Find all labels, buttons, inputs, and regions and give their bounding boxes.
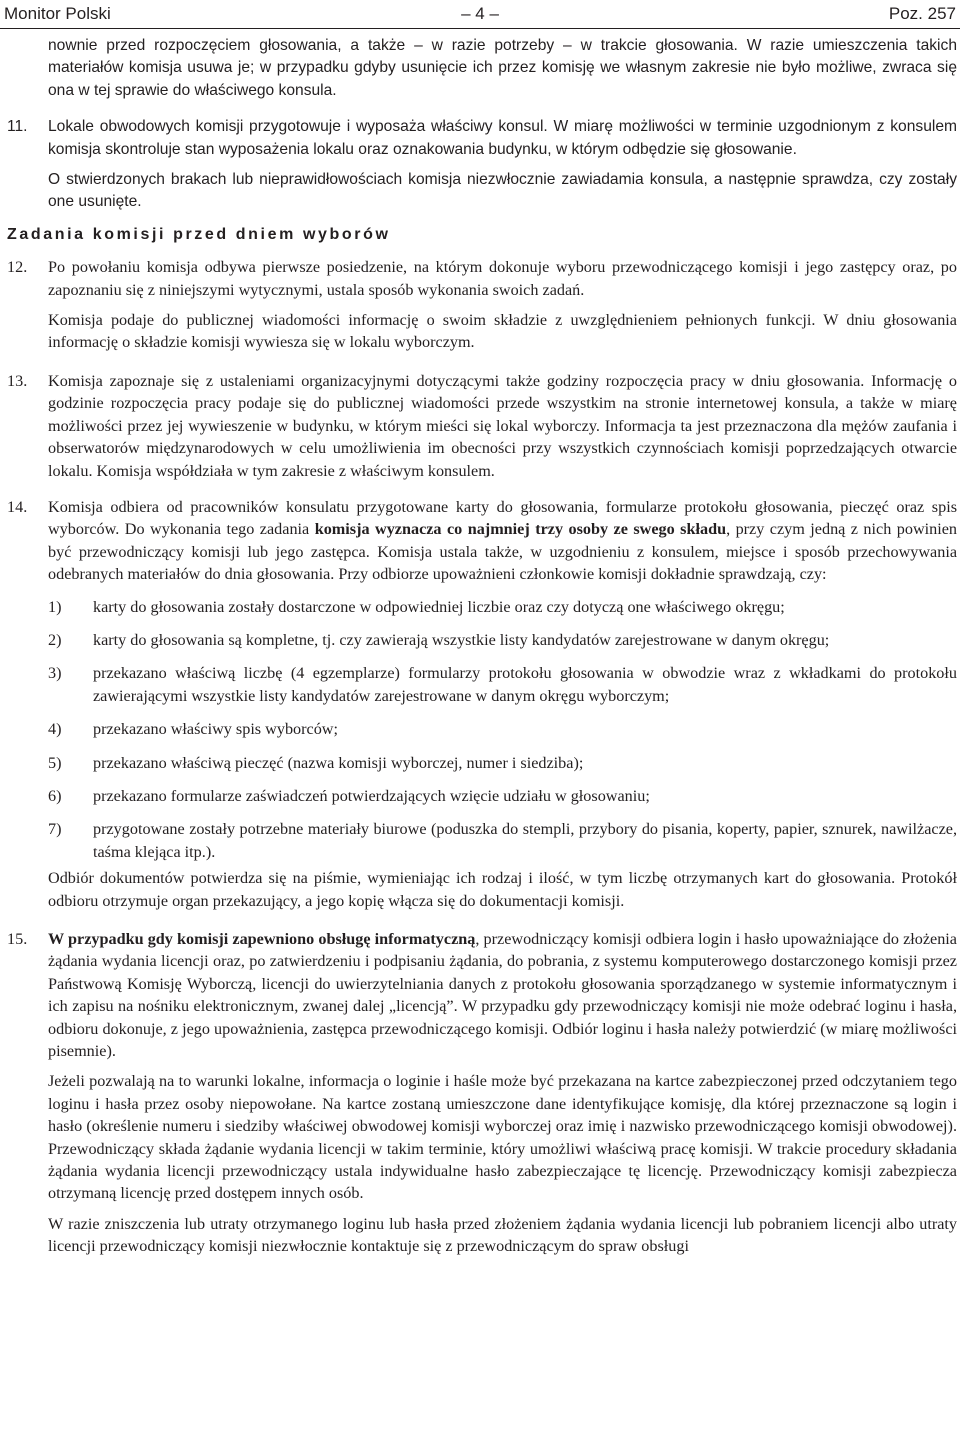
- paragraph-15-continuation: Jeżeli pozwalają na to warunki lokalne, informacja o loginie i haśle może być przekazana na kartce zabezpieczonej przed odczytaniem tego loginu i hasła przez osoby niepowołane. Na kartce zostaną umieszczone dane identyfikujące komisję, dla której przeznaczone są login i hasło (określenie numeru i siedziby właściwej obwodowej komisji wyborczej oraz imię i nazwisko przewodniczącego komisji obwodowej). Przewodniczący składa żądanie wydania licencji w takim terminie, który umożliwi właściwą pracę komisji. W trakcie procedury składania żądania wydania licencji przewodniczący ustala indywidualne hasło zabezpieczające tę licencję. Przewodniczący komisji zabezpiecza otrzymaną licencję przed dostępem innych osób.: [48, 1072, 957, 1203]
- checklist: [7, 596, 957, 864]
- paragraph-15: [7, 928, 957, 1062]
- paragraph-text: [48, 496, 957, 586]
- paragraph-text: Po powołaniu komisja odbywa pierwsze posiedzenie, na którym dokonuje wyboru przewodniczącego komisji i jego zastępcy oraz, po zapoznaniu się z niniejszymi wytycznymi, ustala sposób wykonania swoich zadań.: [48, 258, 957, 299]
- paragraph-11: [7, 116, 957, 161]
- paragraph-11-continuation: O stwierdzonych brakach lub nieprawidłowościach komisja niezwłocznie zawiadamia konsula, a następnie sprawdza, czy zostały one usunięte.: [48, 171, 957, 211]
- paragraph-number: 11.: [7, 118, 28, 136]
- paragraph-14-continuation: Odbiór dokumentów potwierdza się na piśmie, wymieniając ich rodzaj i ilość, w tym liczbę otrzymanych kart do głosowania. Protokół odbioru otrzymuje organ przekazujący, a jego kopię włącza się do dokumentacji komisji.: [48, 869, 957, 910]
- paragraph-number: 13.: [7, 371, 28, 390]
- list-item-text: przekazano właściwą liczbę (4 egzemplarze) formularzy protokołu głosowania w obwodzie wraz z wkładkami do protokołu zawierającymi wszystkie listy kandydatów zarejestrowane w danym okręgu wyborczym;: [93, 664, 957, 705]
- paragraph-text: Lokale obwodowych komisji przygotowuje i wyposaża właściwy konsul. W miarę możliwości w terminie uzgodnionym z konsulem komisja skontroluje stan wyposażenia lokalu oraz oznakowania budynku, w którym odbędzie się głosowanie.: [48, 118, 957, 158]
- list-item-text: przygotowane zostały potrzebne materiały biurowe (poduszka do stempli, przybory do pisania, koperty, papier, sznurek, nawilżacze, taśma klejąca itp.).: [93, 820, 957, 861]
- bold-text-segment: komisja wyznacza co najmniej trzy osoby ze swego składu: [314, 520, 727, 539]
- paragraph-12-continuation: Komisja podaje do publicznej wiadomości informację o swoim składzie z uwzględnieniem pełnionych funkcji. W dniu głosowania informację o składzie komisji wywiesza się w lokalu wyborczym.: [48, 311, 957, 352]
- bold-text-segment: W przypadku gdy komisji zapewniono obsługę informatyczną: [48, 930, 476, 948]
- paragraph-15-continuation-2: W razie zniszczenia lub utraty otrzymanego loginu lub hasła przed złożeniem żądania wydania licencji lub pobraniem licencji albo utraty licencji przewodniczący komisji niezwłocznie kontaktuje się z przewodniczącym do spraw obsługi: [48, 1214, 957, 1256]
- paragraph-text: Komisja zapoznaje się z ustaleniami organizacyjnymi dotyczącymi także godziny rozpoczęcia pracy w dniu głosowania. Informację o godzinie rozpoczęcia pracy podaje się do publicznej wiadomości przede wszystkim na stronie internetowej konsula, a także w miarę możliwości przez jej wywieszenie w budynku, w którym mieści się lokal wyborczy. Informacja ta jest przeznaczona dla mężów zaufania i obserwatorów międzynarodowych w celu umożliwienia im obecności przy wszystkich czynnościach komisji poprzedzających otwarcie lokalu. Komisja współdziała w tym zakresie z właściwym konsulem.: [48, 371, 957, 480]
- paragraph-13: [7, 370, 957, 482]
- list-item-number: 3): [48, 664, 62, 683]
- list-item-number: 6): [48, 786, 62, 805]
- list-item: [48, 629, 957, 651]
- document-body: [7, 35, 957, 1258]
- paragraph-number: 14.: [7, 497, 28, 516]
- page-header: [0, 0, 960, 28]
- list-item-text: przekazano właściwy spis wyborców;: [93, 720, 338, 739]
- header-divider: [0, 28, 960, 29]
- list-item-text: karty do głosowania są kompletne, tj. czy zawierają wszystkie listy kandydatów zarejestrowane w danym okręgu;: [93, 630, 830, 649]
- list-item: [48, 752, 957, 774]
- text-segment: , przy czym jedną z nich powinien być przewodniczący komisji lub jego zastępca. Komisja ustala także, w uzgodnieniu z konsulem, miejsce i sposób przechowywania odebranych materiałów do dnia głosowania. Przy odbiorze upoważnieni członkowie komisji dokładnie sprawdzają, czy:: [48, 520, 957, 584]
- paragraph-14: [7, 496, 957, 586]
- intro-paragraph: nownie przed rozpoczęciem głosowania, a także – w razie potrzeby – w trakcie głosowania. W razie umieszczenia takich materiałów komisja usuwa je; w przypadku gdyby usunięcie ich przez komisję we własnym zakresie nie było możliwe, zwraca się ona w tej sprawie do właściwego konsula.: [48, 37, 957, 99]
- list-item: [48, 785, 957, 807]
- paragraph-12: [7, 256, 957, 301]
- list-item: [48, 596, 957, 618]
- paragraph-number: 15.: [7, 930, 28, 948]
- list-item-number: 2): [48, 630, 62, 649]
- list-item: [48, 718, 957, 740]
- list-item-number: 5): [48, 753, 62, 772]
- list-item-text: przekazano formularze zaświadczeń potwierdzających wzięcie udziału w głosowaniu;: [93, 786, 650, 805]
- list-item: [48, 818, 957, 863]
- text-segment: Komisja odbiera od pracowników konsulatu przygotowane karty do głosowania, formularze protokołu głosowania, pieczęć oraz spis wyborców. Do wykonania tego zadania: [48, 497, 957, 539]
- list-item-text: karty do głosowania zostały dostarczone w odpowiedniej liczbie oraz czy dotyczą one właściwego okręgu;: [93, 597, 785, 616]
- page-number: – 4 –: [461, 4, 499, 23]
- list-item-number: 7): [48, 820, 62, 839]
- position-number: Poz. 257: [888, 4, 956, 23]
- list-item-text: przekazano właściwą pieczęć (nazwa komisji wyborczej, numer i siedziba);: [93, 753, 584, 772]
- publication-title: Monitor Polski: [4, 4, 111, 23]
- list-item-number: 1): [48, 597, 62, 616]
- text-segment: , przewodniczący komisji odbiera login i hasło upoważniające do złożenia żądania wydania licencji oraz, po zatwierdzeniu i podpisaniu żądania, do pobrania, z systemu komputerowego dostarczonego komisji przez Państwową Komisję Wyborczą, licencji do uwierzytelniania danych z protokołu głosowania sporządzanego w systemie informatycznym i ich zapisu na nośniku elektronicznym, zwanej dalej „licencją”. W przypadku gdy przewodniczący komisji nie może odebrać loginu i hasła, odbioru dokonuje, z jego upoważnienia, zastępca przewodniczącego komisji. Odbiór loginu i hasła należy potwierdzić (w miarę możliwości pisemnie).: [48, 930, 957, 1061]
- section-heading: Zadania komisji przed dniem wyborów: [7, 225, 391, 243]
- paragraph-text: [48, 928, 957, 1062]
- list-item-number: 4): [48, 720, 62, 739]
- list-item: [48, 662, 957, 707]
- paragraph-number: 12.: [7, 258, 28, 277]
